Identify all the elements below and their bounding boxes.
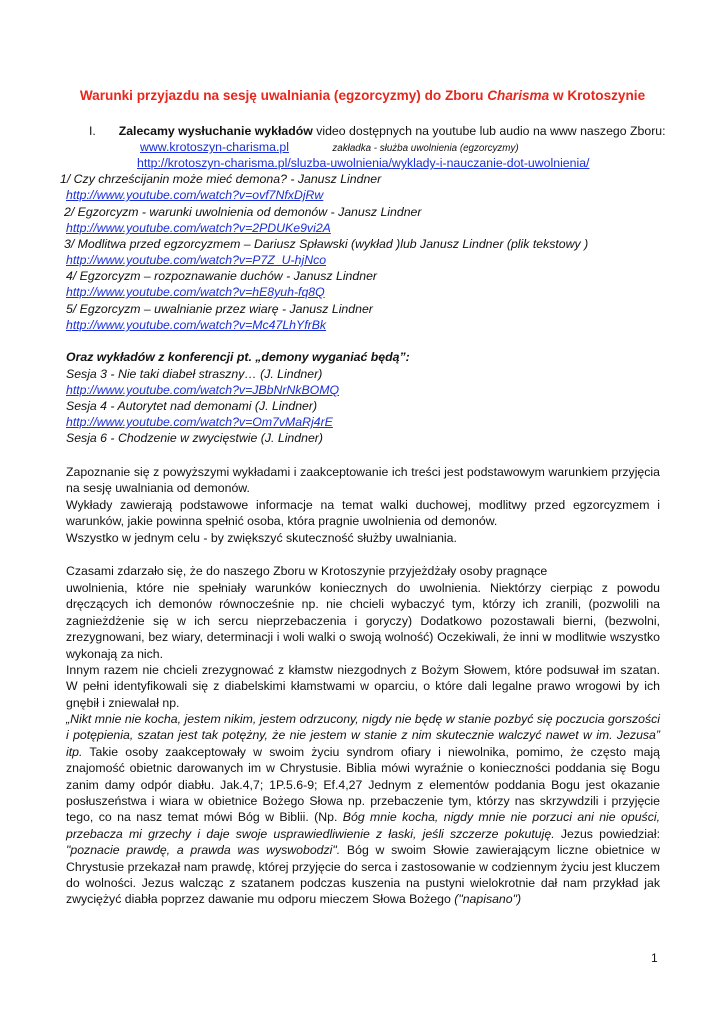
- paragraph: Innym razem nie chcieli zrezygnować z kłamstw niezgodnych z Bożym Słowem, które podsuwał im szatan. W pełni identyfikowali się z diabelskimi kłamstwami w oparciu, o które dali legalne prawo wrogowi by ich gnębił i zniewalał np.: [66, 663, 660, 710]
- lecture-link[interactable]: http://www.youtube.com/watch?v=Mc47LhYfrBk: [66, 318, 327, 332]
- site-link[interactable]: www.krotoszyn-charisma.pl: [140, 140, 289, 154]
- session-title: Sesja 3 - Nie taki diabeł straszny… (J. Lindner): [66, 367, 323, 381]
- session-link[interactable]: http://www.youtube.com/watch?v=JBbNrNkBOMQ: [66, 383, 340, 397]
- section-bold-text: Zalecamy wysłuchanie wykładów: [118, 124, 313, 138]
- quote: „Nikt mnie nie kocha, jestem nikim, jestem odrzucony, nigdy nie będę w stanie pozbyć się poczucia gorszości i potępienia, szatan jest tak potężny, że nie jestem w stanie z nim skutecznie walczyć nawet w im. Jezusa” itp.: [66, 712, 660, 759]
- paragraph-first-line: Czasami zdarzało się, że do naszego Zboru w Krotoszynie przyjeżdżały osoby pragnące: [66, 564, 548, 578]
- tab-link-row: [137, 155, 589, 171]
- lecture-title: 2/ Egzorcyzm - warunki uwolnienia od demonów - Janusz Lindner: [64, 205, 422, 219]
- paragraph: „Nikt mnie nie kocha, jestem nikim, jestem odrzucony, nigdy nie będę w stanie pozbyć się poczucia gorszości i potępienia, szatan jest tak potężny, że nie jestem w stanie z nim skutecznie walczyć nawet w im. Jezusa” itp. Takie osoby zaakceptowały w swoim życiu syndrom ofiary i niewolnika, pomimo, że często mają znajomość obietnic darowanych im w Chrystusie. Biblia mówi wyraźnie o konieczności poddania się Bogu zanim damy odpór diabłu. Jak.4,7; 1P.5.6-9; Ef.4,27 Jednym z elementów poddania Bogu jest okazanie posłuszeństwa i wiara w obietnice Bożego Słowa np. przebaczenie tym, którzy nas skrzywdzili i przyjęcie tego, co na nasz temat mówi Bóg w Biblii. (Np. Bóg mnie kocha, nigdy mnie nie porzuci ani nie opuści, przebacza mi grzechy i daje swoje usprawiedliwienie z łaski, jeśli szczerze pokutuję. Jezus powiedział: "poznacie prawdę, a prawda was wyswobodzi". Bóg w swoim Słowie zawierającym liczne obietnice w Chrystusie przekazał nam prawdę, której przyjęcie do serca i zastosowanie w codziennym życiu jest kluczem do wolności. Jezus walcząc z szatanem podczas kuszenia na pustyni wielokrotnie dał nam przykład jak zwyciężyć diabła poprzez dawanie mu odporu mieczem Słowa Bożego ("napisano"): [66, 712, 660, 907]
- session-title: Sesja 6 - Chodzenie w zwycięstwie (J. Lindner): [66, 431, 323, 445]
- session-title: Sesja 4 - Autorytet nad demonami (J. Lindner): [66, 399, 318, 413]
- section-heading: [89, 123, 666, 139]
- section-text: video dostępnych na youtube lub audio na www naszego Zboru:: [312, 124, 666, 138]
- lecture-link[interactable]: http://www.youtube.com/watch?v=P7Z_U-hjNco: [66, 253, 327, 267]
- paragraph: Wykłady zawierają podstawowe informacje na temat walki duchowej, modlitwy przed egzorcyzmem i warunków, jakie powinna spełnić osoba, która pragnie uwolnienia od demonów.: [66, 498, 660, 529]
- lecture-title: 4/ Egzorcyzm – rozpoznawanie duchów - Janusz Lindner: [66, 269, 378, 283]
- conference-heading: Oraz wykładów z konferencji pt. „demony wyganiać będą”:: [66, 350, 410, 364]
- tab-note: zakładka - służba uwolnienia (egzorcyzmy): [332, 143, 519, 154]
- lecture-link[interactable]: http://www.youtube.com/watch?v=hE8yuh-fq8Q: [66, 285, 325, 299]
- paragraph: Zapoznanie się z powyższymi wykładami i zaakceptowanie ich treści jest podstawowym warunkiem przyjęcia na sesję uwalniania od demonów.: [66, 465, 660, 496]
- quote: "poznacie prawdę, a prawda was wyswobodzi".: [66, 843, 341, 858]
- lecture-link[interactable]: http://www.youtube.com/watch?v=2PDUKe9vi2A: [66, 221, 331, 235]
- paragraph: uwolnienia, które nie spełniały warunków koniecznych do uwolnienia. Niektórzy cierpiąc z powodu dręczących ich demonów równocześnie np. nie chcieli wybaczyć tym, którzy ich zranili, (pozwolili na zagnieżdżenie się w ich sercu nieprzebaczenia i goryczy) Dodatkowo pozostawali bierni, (bezwolni, zrezygnowani, bez wiary, determinacji i woli walki o swoją wolność) Oczekiwali, że inni w modlitwie wszystko wykonają za nich.: [66, 581, 660, 661]
- paragraph: Wszystko w jednym celu - by zwiększyć skuteczność służby uwalniania.: [66, 531, 457, 545]
- lecture-title: 5/ Egzorcyzm – uwalnianie przez wiarę - Janusz Lindner: [66, 302, 373, 316]
- section-number: I.: [89, 124, 96, 138]
- quote: Bóg mnie kocha, nigdy mnie nie porzuci ani nie opuści, przebacza mi grzechy i daje swoje usprawiedliwienie z łaski, jeśli szczerze pokutuję.: [66, 810, 660, 841]
- page-number: 1: [651, 951, 658, 965]
- tab-link[interactable]: http://krotoszyn-charisma.pl/sluzba-uwolnienia/wyklady-i-nauczanie-dot-uwolnienia/: [137, 156, 590, 170]
- page-title: Warunki przyjazdu na sesję uwalniania (egzorcyzmy) do Zboru Charisma w Krotoszynie: [79, 88, 646, 103]
- lecture-title: 3/ Modlitwa przed egzorcyzmem – Dariusz Spławski (wykład )lub Janusz Lindner (plik tekstowy ): [64, 237, 589, 251]
- session-link[interactable]: http://www.youtube.com/watch?v=Om7vMaRj4rE: [66, 415, 333, 429]
- quote: ("napisano"): [454, 892, 522, 907]
- lecture-link[interactable]: http://www.youtube.com/watch?v=ovf7NfxDjRw: [66, 188, 324, 202]
- lecture-title: 1/ Czy chrześcijanin może mieć demona? - Janusz Lindner: [60, 172, 382, 186]
